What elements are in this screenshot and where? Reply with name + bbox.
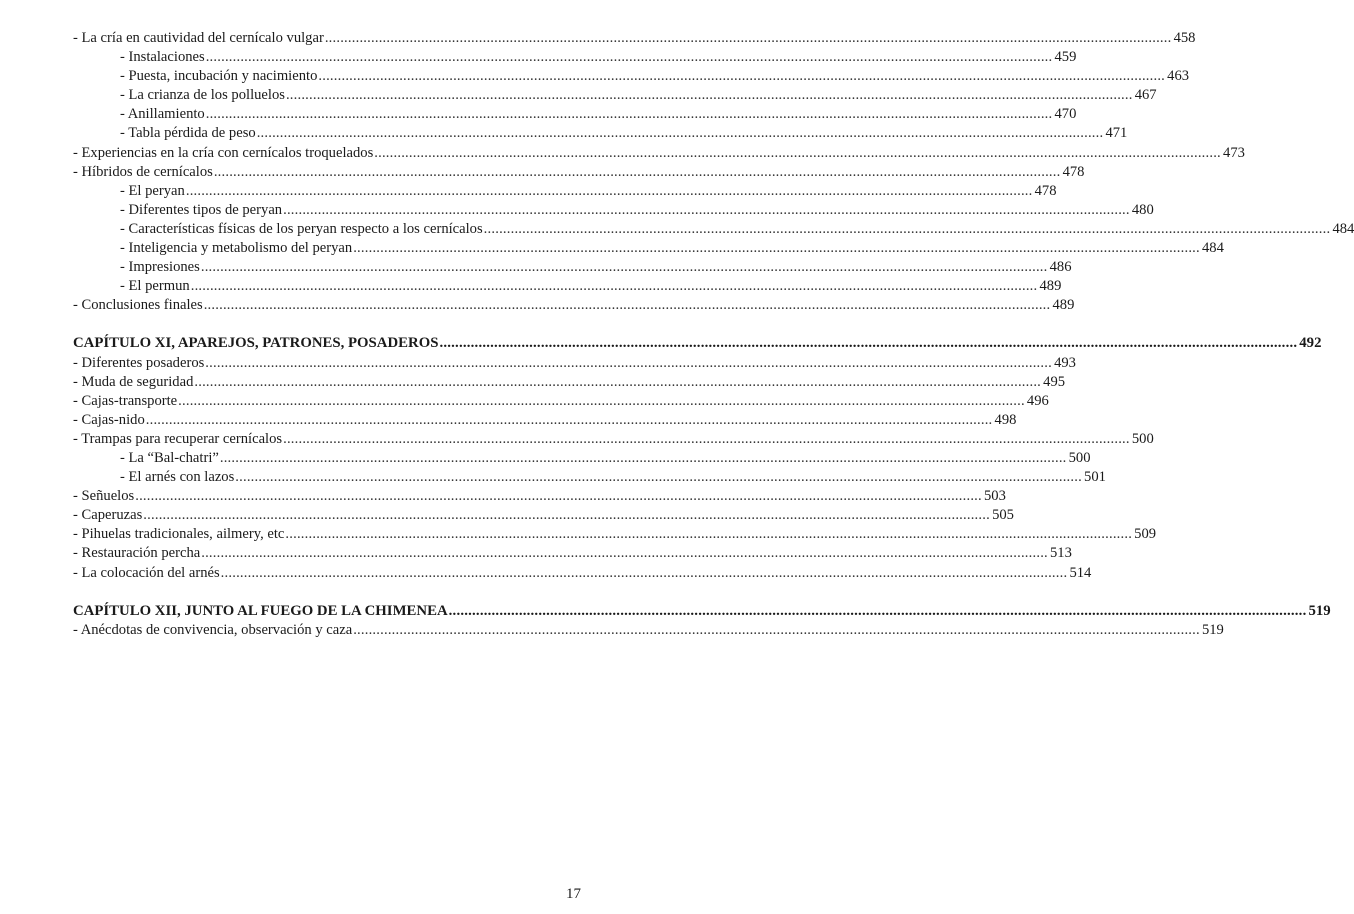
toc-entry: [73, 201, 1154, 220]
toc-entry: [73, 29, 1196, 48]
toc-entry-page: 500: [1068, 449, 1091, 466]
dot-leader: ............................................................................................................................................................................................................................: [439, 335, 1298, 352]
toc-entry: [73, 373, 1066, 392]
toc-entry: [73, 124, 1128, 143]
dot-leader: ............................................................................................................................................................................................................................: [190, 278, 1038, 295]
toc-entry-page: 478: [1034, 182, 1057, 199]
toc-entry-title: - Inteligencia y metabolismo del peryan: [120, 240, 353, 257]
toc-entry-page: 484: [1332, 220, 1354, 237]
toc-entry-page: 514: [1069, 564, 1092, 581]
toc-entry: [73, 258, 1072, 277]
toc-entry: [73, 449, 1091, 468]
dot-leader: ............................................................................................................................................................................................................................: [145, 411, 993, 428]
toc-entry: [73, 430, 1154, 449]
toc-entry: [73, 487, 1006, 506]
dot-leader: ............................................................................................................................................................................................................................: [285, 87, 1133, 104]
dot-leader: ............................................................................................................................................................................................................................: [178, 392, 1025, 409]
toc-entry-title: - La cría en cautividad del cernícalo vulgar: [73, 30, 324, 46]
toc-section-part2: [73, 354, 1157, 583]
toc-entry-page: 500: [1131, 430, 1154, 447]
dot-leader: ............................................................................................................................................................................................................................: [285, 526, 1133, 543]
toc-entry: [73, 392, 1049, 411]
toc-entry-title: - El arnés con lazos: [120, 469, 235, 486]
toc-entry: [73, 86, 1157, 105]
toc-entry-title: - Anillamiento: [120, 106, 205, 123]
toc-entry-title: - Híbridos de cernícalos: [73, 163, 213, 180]
toc-section-part3: [73, 621, 1224, 640]
chapter-heading-xii: [73, 602, 1331, 621]
section-gap: [73, 315, 601, 334]
dot-leader: ............................................................................................................................................................................................................................: [194, 373, 1042, 390]
toc-entry-title: - Impresiones: [120, 259, 200, 276]
dot-leader: ............................................................................................................................................................................................................................: [205, 49, 1053, 66]
toc-entry-page: 484: [1201, 240, 1224, 257]
toc-entry: [73, 411, 1017, 430]
toc-entry-title: - Cajas-transporte: [73, 392, 178, 409]
toc-entry-title: - Restauración percha: [73, 545, 201, 562]
chapter-title: CAPÍTULO XII, JUNTO AL FUEGO DE LA CHIMENEA: [73, 602, 448, 619]
dot-leader: ............................................................................................................................................................................................................................: [213, 163, 1061, 180]
toc-entry-title: - Pihuelas tradicionales, ailmery, etc: [73, 526, 285, 543]
dot-leader: ............................................................................................................................................................................................................................: [205, 106, 1053, 123]
toc-entry-page: 495: [1043, 373, 1066, 390]
dot-leader: ............................................................................................................................................................................................................................: [283, 201, 1130, 218]
toc-entry: [73, 239, 1224, 258]
dot-leader: ............................................................................................................................................................................................................................: [143, 507, 990, 524]
dot-leader: ............................................................................................................................................................................................................................: [318, 68, 1166, 85]
toc-entry-page: 471: [1105, 125, 1128, 142]
toc-entry-page: 459: [1054, 49, 1077, 66]
dot-leader: ............................................................................................................................................................................................................................: [353, 240, 1200, 257]
toc-entry-page: 505: [992, 507, 1014, 524]
toc-entry-page: 489: [1039, 278, 1062, 295]
toc-entry: [73, 468, 1106, 487]
toc-entry-title: - La “Bal-chatri”: [120, 449, 219, 466]
toc-entry-page: 480: [1131, 201, 1154, 218]
toc-entry: [73, 182, 1057, 201]
toc-entry-title: - Diferentes posaderos: [73, 354, 205, 371]
toc-entry-title: - Cajas-nido: [73, 411, 145, 428]
toc-entry-title: - El permun: [120, 278, 190, 295]
toc-entry-page: 473: [1223, 144, 1245, 161]
toc-entry-title: - Características físicas de los peryan respecto a los cernícalos: [120, 220, 483, 237]
toc-entry-title: - La crianza de los polluelos: [120, 87, 285, 104]
dot-leader: ............................................................................................................................................................................................................................: [203, 297, 1051, 314]
dot-leader: ............................................................................................................................................................................................................................: [200, 259, 1048, 276]
chapter-page: 519: [1308, 602, 1331, 619]
toc-entry: [73, 163, 1085, 182]
toc-entry-page: 519: [1201, 621, 1224, 638]
dot-leader: ............................................................................................................................................................................................................................: [374, 144, 1221, 161]
dot-leader: ............................................................................................................................................................................................................................: [483, 220, 1331, 237]
table-of-contents: [73, 29, 1354, 640]
toc-entry-page: 496: [1026, 392, 1049, 409]
toc-entry-page: 458: [1173, 30, 1196, 46]
toc-entry: [73, 544, 1072, 563]
toc-entry-title: - Experiencias en la cría con cernícalos troquelados: [73, 144, 374, 161]
toc-entry: [73, 144, 1245, 163]
toc-entry-title: - El peryan: [120, 182, 185, 199]
page-number: 17: [566, 886, 581, 902]
chapter-heading-xi: [73, 334, 1322, 353]
toc-entry-page: 470: [1054, 106, 1077, 123]
toc-entry-page: 486: [1049, 259, 1072, 276]
toc-entry-title: - Anécdotas de convivencia, observación y caza: [73, 621, 353, 638]
dot-leader: ............................................................................................................................................................................................................................: [135, 488, 982, 505]
dot-leader: ............................................................................................................................................................................................................................: [283, 430, 1130, 447]
chapter-title: CAPÍTULO XI, APAREJOS, PATRONES, POSADEROS: [73, 335, 439, 352]
toc-entry: [73, 354, 1076, 373]
dot-leader: ............................................................................................................................................................................................................................: [256, 125, 1104, 142]
toc-entry-title: - Diferentes tipos de peryan: [120, 201, 283, 218]
toc-entry: [73, 67, 1190, 86]
toc-entry-title: - La colocación del arnés: [73, 564, 220, 581]
dot-leader: ............................................................................................................................................................................................................................: [201, 545, 1048, 562]
toc-entry-page: 503: [983, 488, 1006, 505]
toc-entry-page: 498: [994, 411, 1017, 428]
toc-entry-page: 467: [1134, 87, 1157, 104]
toc-entry-title: - Puesta, incubación y nacimiento: [120, 68, 318, 85]
dot-leader: ............................................................................................................................................................................................................................: [353, 621, 1200, 638]
toc-entry-page: 509: [1134, 526, 1157, 543]
toc-entry-page: 463: [1167, 68, 1190, 85]
toc-entry-page: 478: [1062, 163, 1085, 180]
dot-leader: ............................................................................................................................................................................................................................: [220, 564, 1068, 581]
toc-entry: [73, 621, 1224, 640]
dot-leader: ............................................................................................................................................................................................................................: [448, 602, 1307, 619]
dot-leader: ............................................................................................................................................................................................................................: [324, 30, 1172, 46]
toc-entry-page: 501: [1084, 469, 1106, 486]
toc-entry: [73, 525, 1157, 544]
toc-entry-title: - Trampas para recuperar cernícalos: [73, 430, 283, 447]
toc-entry-title: - Muda de seguridad: [73, 373, 194, 390]
toc-entry: [73, 564, 1092, 583]
toc-entry: [73, 48, 1077, 67]
toc-entry-title: - Instalaciones: [120, 49, 205, 66]
toc-entry-page: 489: [1052, 297, 1075, 314]
toc-entry-title: - Conclusiones finales: [73, 297, 203, 314]
toc-entry: [73, 105, 1077, 124]
dot-leader: ............................................................................................................................................................................................................................: [235, 469, 1082, 486]
toc-entry: [73, 296, 1075, 315]
toc-entry-title: - Tabla pérdida de peso: [120, 125, 256, 142]
dot-leader: ............................................................................................................................................................................................................................: [219, 449, 1067, 466]
toc-section-part1: [73, 29, 1354, 315]
section-gap: [73, 583, 601, 602]
toc-entry: [73, 506, 1014, 525]
dot-leader: ............................................................................................................................................................................................................................: [185, 182, 1033, 199]
toc-entry-page: 493: [1054, 354, 1076, 371]
toc-entry: [73, 220, 1354, 239]
chapter-page: 492: [1299, 335, 1322, 352]
toc-entry: [73, 277, 1062, 296]
toc-entry-title: - Caperuzas: [73, 507, 143, 524]
toc-entry-page: 513: [1050, 545, 1072, 562]
toc-entry-title: - Señuelos: [73, 488, 135, 505]
dot-leader: ............................................................................................................................................................................................................................: [205, 354, 1052, 371]
